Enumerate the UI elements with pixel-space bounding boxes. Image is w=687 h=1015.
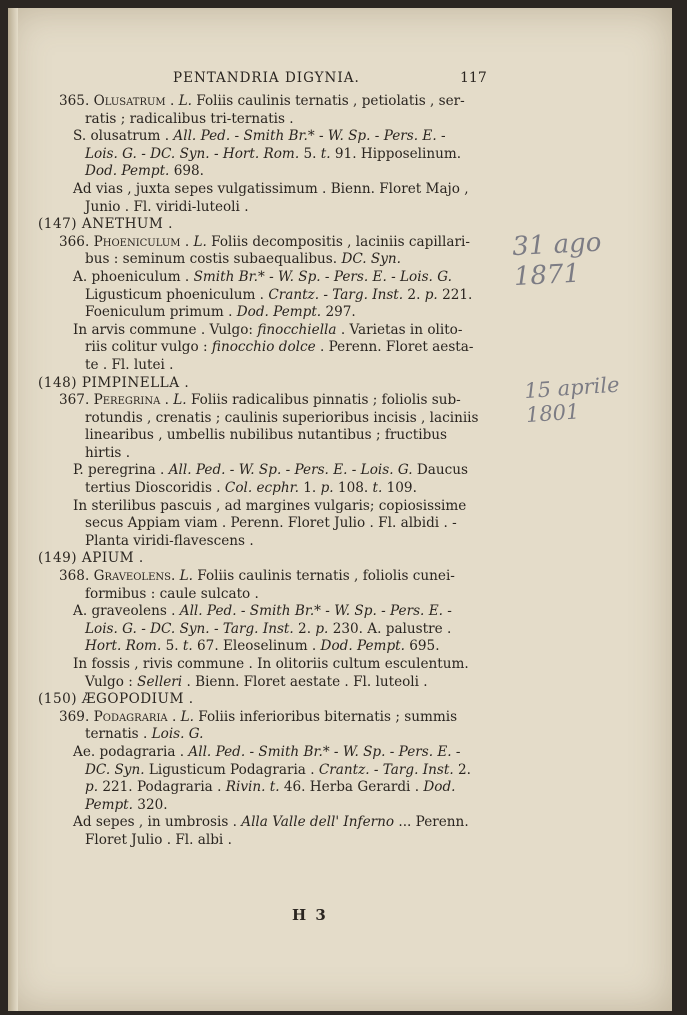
running-title: PENTANDRIA DIGYNIA. bbox=[173, 70, 360, 86]
text-span: p. bbox=[85, 779, 99, 796]
text-span: - bbox=[320, 268, 334, 285]
text-line bbox=[38, 797, 518, 815]
text-span: Smith Br.* - W. Sp. bbox=[193, 268, 321, 285]
text-span: ... Perenn. bbox=[394, 814, 469, 831]
text-span: 2. bbox=[453, 761, 471, 778]
text-span: In fossis , rivis commune . In olitoriis cultum esculentum. bbox=[73, 656, 469, 672]
text-span: A. phoeniculum . bbox=[73, 268, 194, 285]
handwritten-note-2: 15 aprile 1801 bbox=[523, 372, 621, 428]
text-span: 2. bbox=[293, 620, 316, 637]
text-line bbox=[38, 621, 518, 639]
text-span: All. Ped. - Smith Br.* - W. Sp. - Pers. E. bbox=[179, 603, 443, 620]
text-line bbox=[38, 603, 518, 621]
text-span: L. bbox=[180, 708, 194, 725]
species-name: Podagraria bbox=[93, 708, 168, 725]
text-span: te . Fl. lutei . bbox=[85, 356, 174, 373]
text-span: - bbox=[436, 128, 446, 145]
text-span: Foliis decompositis , laciniis capillari- bbox=[206, 233, 470, 250]
text-line bbox=[38, 163, 518, 181]
text-span: 297. bbox=[321, 304, 356, 321]
genus-heading: (149) APIUM . bbox=[38, 550, 144, 567]
text-line bbox=[38, 674, 518, 692]
text-line bbox=[38, 392, 518, 410]
text-span: Lois. G. bbox=[151, 726, 204, 743]
text-line bbox=[38, 216, 518, 234]
text-span: Ad vias , juxta sepes vulgatissimum . Bienn. Floret Majo , bbox=[73, 180, 469, 197]
text-span: L. bbox=[193, 233, 207, 250]
text-span: Vulgo : bbox=[85, 673, 138, 690]
text-span: tertius Dioscoridis . bbox=[85, 480, 225, 497]
text-span: In sterilibus pascuis , ad margines vulgaris; copiosissime bbox=[73, 497, 467, 514]
text-span: Foliis inferioribus biternatis ; summis bbox=[193, 708, 458, 725]
text-line bbox=[38, 762, 518, 780]
text-line bbox=[38, 832, 518, 850]
text-span: Dod. bbox=[423, 779, 456, 796]
text-span: 5. bbox=[161, 638, 183, 655]
handwritten-note-1: 31 ago 1871 bbox=[511, 227, 603, 293]
text-span: 109. bbox=[382, 480, 417, 497]
text-span: Daucus bbox=[412, 462, 468, 479]
text-span: A. graveolens . bbox=[73, 603, 180, 620]
text-span: 108. bbox=[333, 480, 373, 497]
text-span: finocchiella bbox=[257, 321, 337, 338]
text-line bbox=[38, 93, 518, 111]
text-span: Lois. G. - DC. Syn. - Targ. Inst. bbox=[85, 620, 294, 637]
text-line bbox=[38, 357, 518, 375]
text-span: secus Appiam viam . Perenn. Floret Julio . Fl. albidi . - bbox=[85, 515, 457, 532]
text-line bbox=[38, 410, 518, 428]
text-body bbox=[38, 93, 518, 850]
text-span: Dod. Pempt. bbox=[85, 163, 170, 180]
text-span: 1. bbox=[298, 480, 321, 497]
text-span: All. Ped. - W. Sp. - Pers. E. - Lois. G. bbox=[168, 462, 413, 479]
text-span: - bbox=[451, 743, 461, 760]
text-span: 230. A. palustre . bbox=[328, 620, 452, 637]
text-span: 369. bbox=[59, 708, 94, 725]
text-span: Pers. E. - Lois. G. bbox=[333, 268, 452, 285]
text-span: Pers. E. bbox=[383, 128, 437, 145]
text-line bbox=[38, 339, 518, 357]
text-span: All. Ped. - Smith Br.* - W. Sp. - Pers. E. bbox=[188, 743, 452, 760]
text-line bbox=[38, 111, 518, 129]
text-span: 368. bbox=[59, 568, 94, 585]
text-line bbox=[38, 814, 518, 832]
text-span: . bbox=[167, 708, 181, 725]
text-span: ternatis . bbox=[85, 726, 152, 743]
text-span: Smith Br.* - W. Sp. bbox=[243, 128, 371, 145]
text-span: 695. bbox=[404, 638, 440, 655]
text-line bbox=[38, 375, 518, 393]
text-span: Crantz. - Targ. Inst. bbox=[268, 286, 404, 303]
text-span: L. bbox=[179, 568, 193, 585]
text-span: formibus : caule sulcato . bbox=[85, 585, 259, 602]
text-span: Planta viridi-flavescens . bbox=[85, 532, 254, 549]
text-span: 320. bbox=[132, 796, 168, 813]
species-name: Olusatrum bbox=[93, 93, 166, 109]
text-span: In arvis commune . Vulgo: bbox=[73, 321, 258, 338]
text-span: All. Ped. bbox=[173, 128, 231, 145]
text-span: Foliis radicalibus pinnatis ; foliolis sub- bbox=[186, 392, 461, 409]
text-span: - bbox=[442, 603, 452, 620]
text-span: Lois. G. - DC. Syn. - Hort. Rom. bbox=[85, 145, 300, 162]
text-line bbox=[38, 709, 518, 727]
text-line bbox=[38, 287, 518, 305]
text-line bbox=[38, 251, 518, 269]
text-span: . Varietas in olito- bbox=[336, 321, 463, 338]
page-header bbox=[8, 70, 672, 90]
text-line bbox=[38, 304, 518, 322]
text-span: . bbox=[170, 568, 180, 585]
text-span: 221. Podagraria . bbox=[98, 779, 226, 796]
text-line bbox=[38, 638, 518, 656]
text-span: . bbox=[165, 93, 179, 109]
text-span: rotundis , crenatis ; caulinis superioribus incisis , laciniis bbox=[85, 409, 479, 426]
text-span: Ad sepes , in umbrosis . bbox=[73, 814, 242, 831]
text-span: finocchio dolce bbox=[211, 339, 316, 356]
text-line bbox=[38, 322, 518, 340]
text-span: 5. bbox=[299, 145, 321, 162]
text-line bbox=[38, 515, 518, 533]
text-line bbox=[38, 427, 518, 445]
text-span: Foliis caulinis ternatis , foliolis cunei- bbox=[192, 568, 455, 585]
genus-heading: (148) PIMPINELLA . bbox=[38, 374, 190, 391]
text-span: t. bbox=[182, 638, 193, 655]
text-span: L. bbox=[178, 93, 192, 109]
text-span: t. bbox=[372, 480, 383, 497]
text-line bbox=[38, 779, 518, 797]
text-span: bus : seminum costis subaequalibus. bbox=[85, 251, 342, 268]
text-span: p. bbox=[424, 286, 438, 303]
text-line bbox=[38, 498, 518, 516]
text-span: . bbox=[180, 233, 194, 250]
text-span: t. bbox=[320, 145, 331, 162]
text-line bbox=[38, 445, 518, 463]
text-span: 91. Hipposelinum. bbox=[330, 145, 462, 162]
text-span: L. bbox=[173, 392, 187, 409]
text-span: 367. bbox=[59, 392, 94, 409]
text-span: Dod. Pempt. bbox=[320, 638, 405, 655]
text-span: . bbox=[160, 392, 174, 409]
text-span: p. bbox=[315, 620, 329, 637]
text-line bbox=[38, 234, 518, 252]
signature-mark: H 3 bbox=[292, 906, 328, 924]
text-line bbox=[38, 550, 518, 568]
text-span: p. bbox=[320, 480, 334, 497]
text-span: riis colitur vulgo : bbox=[85, 339, 212, 356]
text-line bbox=[38, 744, 518, 762]
text-line bbox=[38, 199, 518, 217]
text-line bbox=[38, 691, 518, 709]
text-span: linearibus , umbellis nubilibus nutantibus ; fructibus bbox=[85, 427, 448, 444]
text-line bbox=[38, 568, 518, 586]
text-span: P. peregrina . bbox=[73, 462, 169, 479]
text-span: Dod. Pempt. bbox=[236, 304, 322, 321]
text-span: 365. bbox=[59, 93, 94, 109]
text-span: DC. Syn. bbox=[85, 761, 145, 778]
text-span: Ligusticum Podagraria . bbox=[144, 761, 319, 778]
text-span: - bbox=[230, 128, 244, 145]
text-span: Rivin. t. bbox=[225, 779, 280, 796]
text-span: . Perenn. Floret aesta- bbox=[315, 339, 474, 356]
text-span: Alla Valle dell' Inferno bbox=[241, 814, 395, 831]
text-span: Junio . Fl. viridi-luteoli . bbox=[85, 198, 249, 215]
text-span: Pempt. bbox=[85, 796, 133, 813]
text-span: S. olusatrum . bbox=[73, 128, 174, 145]
page-number: 117 bbox=[460, 70, 487, 86]
text-span: 698. bbox=[169, 163, 204, 180]
text-line bbox=[38, 181, 518, 199]
text-span: DC. Syn. bbox=[341, 251, 401, 268]
text-line bbox=[38, 656, 518, 674]
genus-heading: (150) ÆGOPODIUM . bbox=[38, 691, 194, 708]
species-name: Graveolens bbox=[93, 568, 171, 585]
text-span: hirtis . bbox=[85, 444, 131, 461]
species-name: Phoeniculum bbox=[93, 233, 181, 250]
text-line bbox=[38, 146, 518, 164]
species-name: Peregrina bbox=[93, 392, 161, 409]
text-line bbox=[38, 533, 518, 551]
text-span: . Bienn. Floret aestate . Fl. luteoli . bbox=[182, 673, 428, 690]
text-span: ratis ; radicalibus tri-ternatis . bbox=[85, 110, 294, 127]
text-span: Floret Julio . Fl. albi . bbox=[85, 831, 232, 848]
page-gutter bbox=[8, 8, 18, 1011]
text-line bbox=[38, 586, 518, 604]
text-span: Crantz. - Targ. Inst. bbox=[318, 761, 454, 778]
text-span: - bbox=[370, 128, 384, 145]
text-span: Col. ecphr. bbox=[224, 480, 299, 497]
text-span: Foliis caulinis ternatis , petiolatis , ser- bbox=[191, 93, 465, 109]
text-span: Selleri bbox=[137, 673, 183, 690]
text-line bbox=[38, 480, 518, 498]
text-span: Hort. Rom. bbox=[85, 638, 162, 655]
text-span: Ae. podagraria . bbox=[73, 743, 189, 760]
text-span: Foeniculum primum . bbox=[85, 304, 237, 321]
text-line bbox=[38, 269, 518, 287]
book-page bbox=[8, 8, 672, 1011]
text-span: 46. Herba Gerardi . bbox=[279, 779, 424, 796]
text-line bbox=[38, 128, 518, 146]
text-line bbox=[38, 726, 518, 744]
text-span: 366. bbox=[59, 233, 94, 250]
text-span: 67. Eleoselinum . bbox=[192, 638, 321, 655]
text-span: Ligusticum phoeniculum . bbox=[85, 286, 269, 303]
genus-heading: (147) ANETHUM . bbox=[38, 216, 173, 233]
text-span: 221. bbox=[437, 286, 473, 303]
text-line bbox=[38, 462, 518, 480]
text-span: 2. bbox=[403, 286, 425, 303]
